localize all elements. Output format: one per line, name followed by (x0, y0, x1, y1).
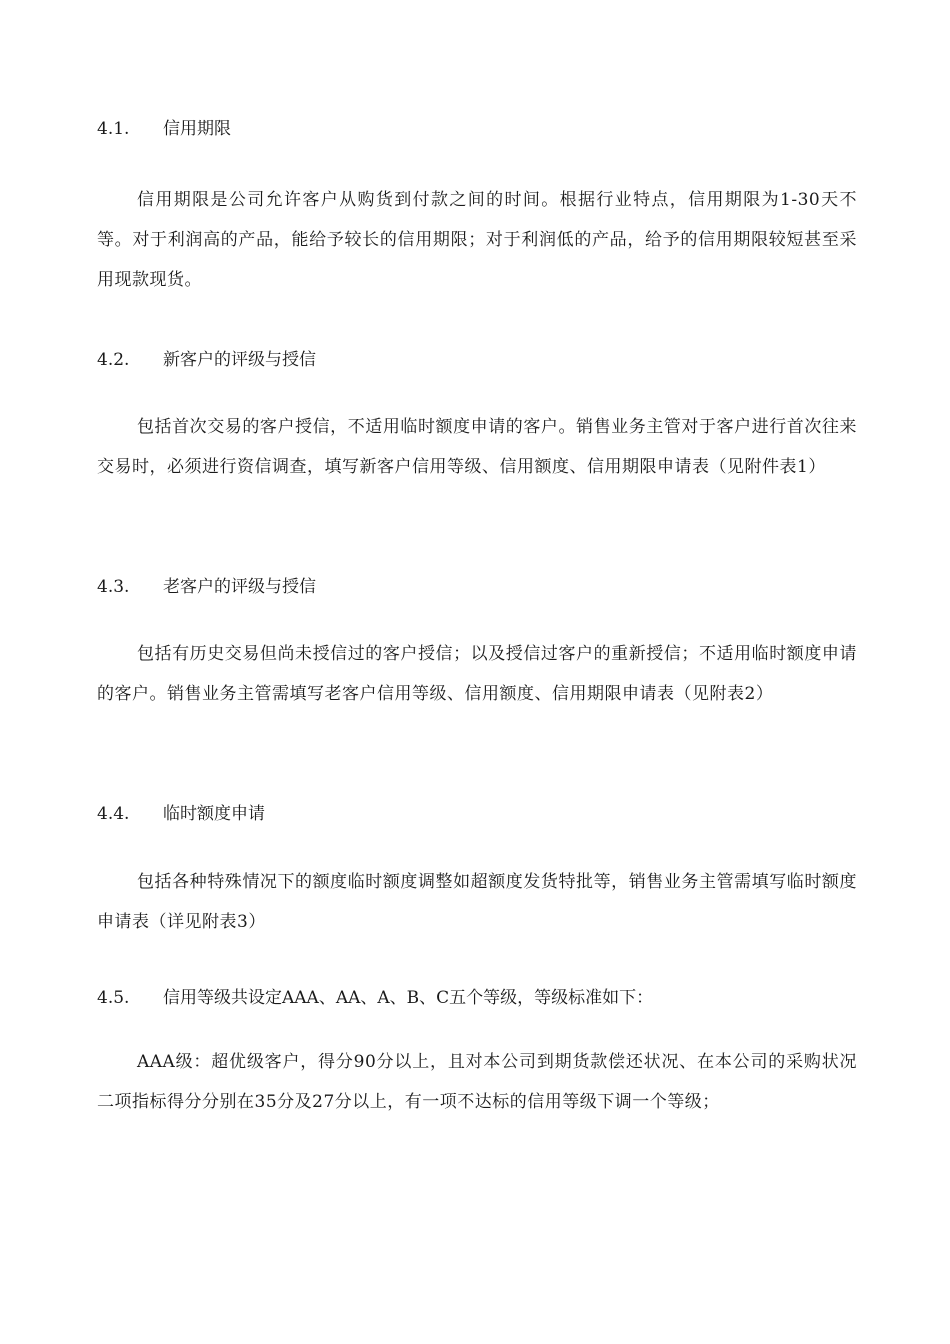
section-number: 4.2. (97, 350, 130, 370)
section-title: 新客户的评级与授信 (163, 350, 316, 370)
section-paragraph: 包括各种特殊情况下的额度临时额度调整如超额度发货特批等，销售业务主管需填写临时额度申请表（详见附表3） (97, 872, 857, 932)
section-title: 信用等级共设定AAA、AA、A、B、C五个等级，等级标准如下： (163, 988, 654, 1008)
section-number: 4.1. (97, 119, 130, 139)
section-number: 4.3. (97, 577, 130, 597)
section-number: 4.5. (97, 988, 130, 1008)
section-heading (97, 348, 316, 372)
section-title: 临时额度申请 (163, 804, 265, 824)
section-title: 老客户的评级与授信 (163, 577, 316, 597)
section-heading (97, 117, 231, 141)
section-heading (97, 986, 653, 1010)
section-paragraph: 信用期限是公司允许客户从购货到付款之间的时间。根据行业特点，信用期限为1-30天不等。对于利润高的产品，能给予较长的信用期限；对于利润低的产品，给予的信用期限较短甚至采用现款现货。 (97, 190, 857, 290)
section-heading (97, 802, 265, 826)
section-paragraph: 包括首次交易的客户授信，不适用临时额度申请的客户。销售业务主管对于客户进行首次往来交易时，必须进行资信调查，填写新客户信用等级、信用额度、信用期限申请表（见附件表1） (97, 417, 857, 477)
section-number: 4.4. (97, 804, 130, 824)
section-paragraph: 包括有历史交易但尚未授信过的客户授信；以及授信过客户的重新授信；不适用临时额度申请的客户。销售业务主管需填写老客户信用等级、信用额度、信用期限申请表（见附表2） (97, 644, 857, 704)
section-title: 信用期限 (163, 119, 231, 139)
section-heading (97, 575, 316, 599)
section-paragraph: AAA级：超优级客户，得分90分以上，且对本公司到期货款偿还状况、在本公司的采购状况二项指标得分分别在35分及27分以上，有一项不达标的信用等级下调一个等级； (97, 1052, 857, 1112)
